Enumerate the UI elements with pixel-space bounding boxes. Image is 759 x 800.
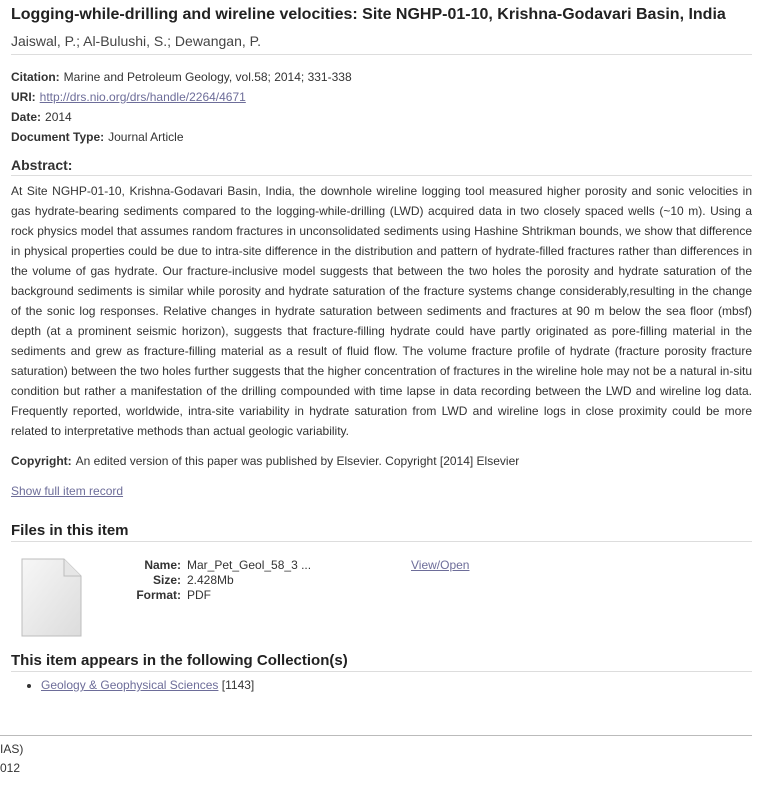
citation-label: Citation: — [11, 70, 60, 84]
file-name-value: Mar_Pet_Geol_58_3 ... — [187, 558, 312, 572]
footer-text-line1: IAS) — [0, 742, 24, 756]
collection-count: [1143] — [221, 678, 255, 692]
files-heading: Files in this item — [11, 522, 752, 542]
list-item — [41, 676, 752, 694]
doctype-value: Journal Article — [108, 130, 184, 144]
file-name-row — [111, 558, 311, 573]
file-size-label: Size: — [152, 573, 181, 587]
file-size-row — [111, 573, 311, 588]
footer-text-line2: 012 — [0, 761, 21, 775]
file-format-value: PDF — [187, 588, 211, 602]
file-size-value: 2.428Mb — [187, 573, 234, 587]
abstract-heading: Abstract: — [11, 157, 752, 176]
date-row — [11, 107, 752, 127]
item-title: Logging-while-drilling and wireline velocities: Site NGHP-01-10, Krishna-Godavari Basin, India — [11, 6, 726, 23]
item-authors: Jaiswal, P.; Al-Bulushi, S.; Dewangan, P. — [11, 33, 752, 55]
copyright-label: Copyright: — [11, 454, 72, 468]
doctype-label: Document Type: — [11, 130, 105, 144]
file-details — [111, 558, 311, 603]
item-metadata — [11, 67, 752, 147]
file-name-label: Name: — [144, 558, 181, 572]
abstract-text: At Site NGHP-01-10, Krishna-Godavari Basin, India, the downhole wireline logging tool measured higher porosity and sonic velocities in gas hydrate-bearing sediments compared to the logging-while-drilling (LWD) acquired data in two closely spaced wells (~10 m). Using a rock physics model that assumes random fractures in unconsolidated sediments using Hashine Shtrikman bounds, we show that difference in physical properties could be due to intra-site difference in the distribution and pattern of hydrate-filled fractures rather than differences in the volume of gas hydrate. Our fracture-inclusive model suggests that between the two holes the porosity and hydrate saturation of the background sediments is similar while porosity and hydrate saturation of the fracture systems change considerably,resulting in the change of the sonic log responses. Relative changes in hydrate saturation between sediments and fractures at 90 m below the sea floor (mbsf) depth (at a prominent seismic horizon), suggests that fracture-filling hydrate could have partly originated as pore-filling material in the sediments and grew as fracture-filling material as a result of fluid flow. The volume fracture profile of hydrate (fracture porosity fracture saturation) between the two holes further suggests that the higher concentration of fractures in the wireline hole may not be a natural in-situ condition but rather a manifestation of the drilling compounded with time lapse in data recording between the LWD and wireline log data. Frequently reported, worldwide, intra-site variability in hydrate saturation from LWD and wireline logs in close proximity could be more related to interpretative methods than actual geologic variability. — [11, 184, 752, 438]
citation-value: Marine and Petroleum Geology, vol.58; 2014; 331-338 — [63, 70, 352, 84]
view-open-link[interactable]: View/Open — [411, 558, 470, 572]
full-record-row — [11, 481, 752, 501]
document-icon[interactable] — [20, 558, 82, 638]
item-view — [11, 0, 752, 694]
uri-row — [11, 87, 752, 107]
file-format-label: Format: — [136, 588, 181, 602]
collection-link[interactable]: Geology & Geophysical Sciences — [41, 678, 219, 692]
file-view-cell — [411, 558, 469, 573]
doctype-row — [11, 127, 752, 147]
show-full-record-link[interactable]: Show full item record — [11, 484, 124, 498]
citation-row — [11, 67, 752, 87]
file-item — [11, 558, 752, 648]
copyright-row — [11, 451, 752, 471]
copyright-text: An edited version of this paper was published by Elsevier. Copyright [2014] Elsevier — [75, 454, 520, 468]
collections-list — [11, 676, 752, 694]
date-label: Date: — [11, 110, 42, 124]
file-format-row — [111, 588, 311, 603]
date-value: 2014 — [45, 110, 72, 124]
collections-heading: This item appears in the following Collection(s) — [11, 652, 752, 672]
footer-divider — [0, 735, 752, 736]
uri-link[interactable]: http://drs.nio.org/drs/handle/2264/4671 — [39, 90, 246, 104]
uri-label: URI: — [11, 90, 36, 104]
